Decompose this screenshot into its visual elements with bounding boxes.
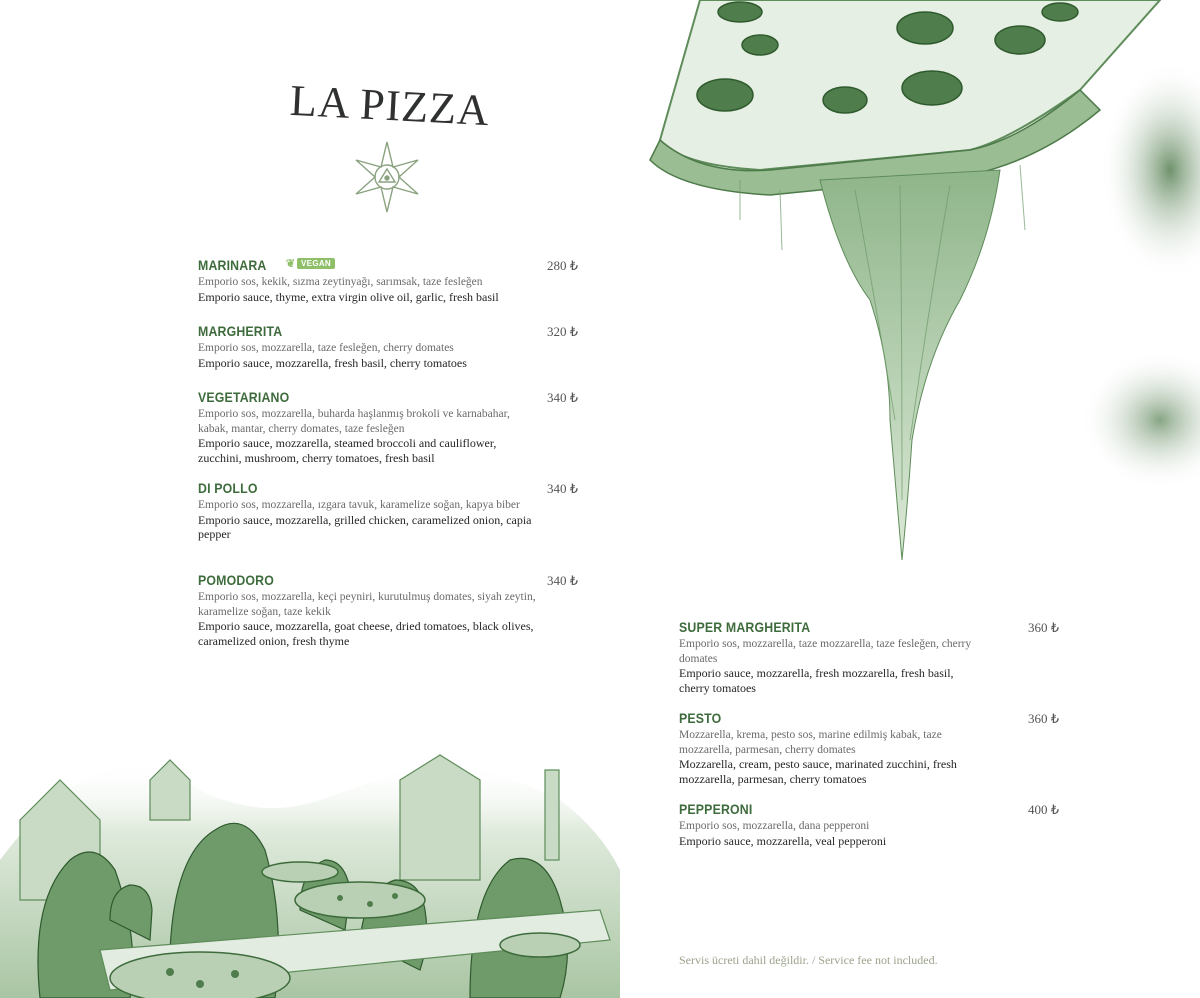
item-name: PEPPERONI <box>679 801 753 817</box>
item-price: 320 ₺ <box>546 324 578 339</box>
item-desc-en: Emporio sauce, mozzarella, grilled chicken, caramelized onion, capia pepper <box>198 512 532 541</box>
item-name: DI POLLO <box>198 480 258 496</box>
menu-item <box>679 710 1059 786</box>
feast-scene-illustration <box>0 740 620 998</box>
item-price: 360 ₺ <box>1027 620 1059 635</box>
item-desc-en: Emporio sauce, mozzarella, steamed broccoli and cauliflower, zucchini, mushroom, cherry tomatoes, fresh basil <box>198 436 497 465</box>
item-price: 360 ₺ <box>1027 711 1059 726</box>
item-desc-tr: Emporio sos, kekik, sızma zeytinyağı, sarımsak, taze fesleğen <box>198 276 483 288</box>
item-desc-en: Emporio sauce, thyme, extra virgin olive oil, garlic, fresh basil <box>198 289 499 304</box>
item-name: VEGETARIANO <box>198 389 290 405</box>
item-name: MARINARA <box>198 257 267 273</box>
item-desc-tr: Mozzarella, krema, pesto sos, marine edilmiş kabak, taze mozzarella, parmesan, cherry domates <box>679 729 942 756</box>
menu-item <box>198 572 578 648</box>
service-fee-note: Servis ücreti dahil değildir. / Service fee not included. <box>679 953 938 967</box>
item-desc-en: Emporio sauce, mozzarella, veal pepperoni <box>679 833 887 848</box>
pizza-slice-illustration <box>640 0 1200 600</box>
vegan-badge <box>286 257 335 270</box>
menu-item <box>198 480 578 542</box>
item-desc-tr: Emporio sos, mozzarella, buharda haşlanmış brokoli ve karnabahar, kabak, mantar, cherry domates, taze fesleğen <box>198 408 510 435</box>
item-desc-en: Mozzarella, cream, pesto sauce, marinated zucchini, fresh mozzarella, parmesan, cherry tomatoes <box>679 757 957 786</box>
item-desc-tr: Emporio sos, mozzarella, dana pepperoni <box>679 820 870 832</box>
item-price: 280 ₺ <box>546 258 578 273</box>
item-desc-en: Emporio sauce, mozzarella, fresh basil, cherry tomatoes <box>198 355 467 370</box>
item-price: 340 ₺ <box>546 390 578 405</box>
item-price: 400 ₺ <box>1027 802 1059 817</box>
menu-item <box>679 619 1059 695</box>
item-name: POMODORO <box>198 572 275 588</box>
item-desc-en: Emporio sauce, mozzarella, fresh mozzarella, fresh basil, cherry tomatoes <box>679 666 954 695</box>
item-price: 340 ₺ <box>546 573 578 588</box>
vegan-label: VEGAN <box>297 258 335 269</box>
item-name: MARGHERITA <box>198 323 283 339</box>
item-name: PESTO <box>679 710 722 726</box>
item-price: 340 ₺ <box>546 481 578 496</box>
item-desc-tr: Emporio sos, mozzarella, keçi peyniri, kurutulmuş domates, siyah zeytin, karamelize soğan, taze kekik <box>198 591 536 618</box>
leaf-icon: ❦ <box>285 257 296 270</box>
menu-item <box>198 257 578 304</box>
menu-item <box>198 323 578 370</box>
item-desc-tr: Emporio sos, mozzarella, taze fesleğen, cherry domates <box>198 342 454 354</box>
menu-item <box>679 801 1059 848</box>
item-desc-tr: Emporio sos, mozzarella, ızgara tavuk, karamelize soğan, kapya biber <box>198 499 520 511</box>
page-title: LA PIZZA <box>288 75 492 136</box>
menu-item <box>198 389 578 465</box>
item-desc-en: Emporio sauce, mozzarella, goat cheese, dried tomatoes, black olives, caramelized onion, fresh thyme <box>198 619 534 648</box>
emblem-icon <box>350 140 424 214</box>
item-name: SUPER MARGHERITA <box>679 619 811 635</box>
item-desc-tr: Emporio sos, mozzarella, taze mozzarella, taze fesleğen, cherry domates <box>679 638 972 665</box>
